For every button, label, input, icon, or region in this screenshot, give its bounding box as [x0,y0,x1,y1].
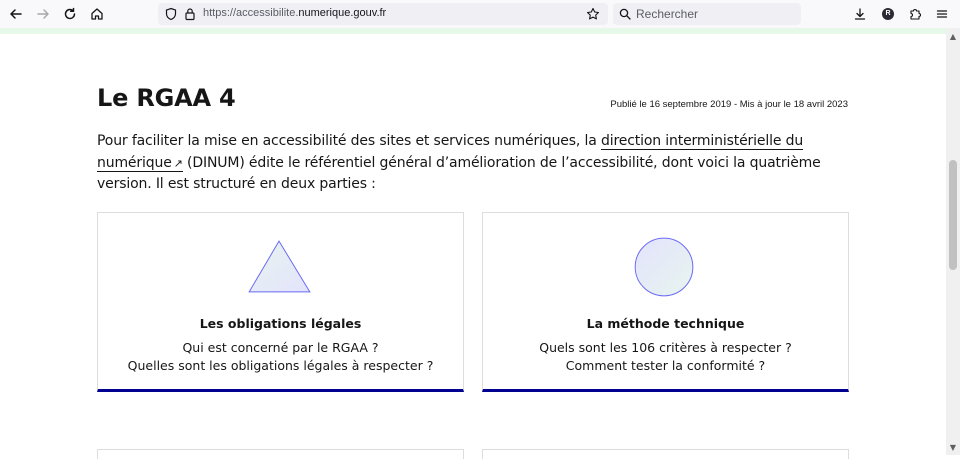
reload-icon [63,7,77,21]
card-legal-obligations[interactable] [97,212,464,392]
puzzle-icon [908,7,922,21]
url-domain: numerique.gouv.fr [298,7,387,19]
card-partial[interactable] [97,449,464,459]
download-icon [853,7,867,21]
forward-button[interactable] [33,4,53,24]
page-title: Le RGAA 4 [97,84,236,112]
circle-icon [483,237,848,297]
search-icon [619,8,631,20]
card-technical-method[interactable] [482,212,849,392]
url-bar[interactable] [158,3,608,25]
card-description-line: Comment tester la conformité ? [565,358,766,373]
reload-button[interactable] [60,4,80,24]
hamburger-icon [935,7,949,21]
avatar: R [882,8,894,20]
url-text[interactable] [203,7,386,19]
downloads-button[interactable] [850,4,870,24]
intro-text-after: (DINUM) édite le référentiel général d’amélioration de l’accessibilité, dont voici la quatrième version. Il est structuré en deux parties : [97,154,821,192]
profile-button[interactable] [878,4,898,24]
scroll-up-icon[interactable]: ▲ [949,32,957,41]
external-link-icon: ↗ [173,156,183,170]
search-placeholder: Rechercher [636,7,699,21]
publication-date: Publié le 16 septembre 2019 - Mis à jour le 18 avril 2023 [610,99,848,110]
arrow-left-icon [9,7,23,21]
card-description-line: Quelles sont les obligations légales à respecter ? [127,358,434,373]
card-title: Les obligations légales [199,316,362,331]
card-title: La méthode technique [586,316,745,331]
card-description-line: Qui est concerné par le RGAA ? [182,340,379,355]
back-button[interactable] [6,4,26,24]
triangle-icon [98,237,463,297]
intro-text-before: Pour faciliter la mise en accessibilité des sites et services numériques, la [97,133,601,149]
dinum-link-label: direction interministérielle du numérique [97,133,804,171]
scroll-thumb[interactable] [949,160,957,270]
home-button[interactable] [87,4,107,24]
lock-icon[interactable] [184,7,196,21]
browser-toolbar [0,0,960,28]
search-bar[interactable] [613,3,801,25]
card-partial[interactable] [482,449,849,459]
home-icon [90,7,104,21]
url-prefix: https://accessibilite. [203,7,299,19]
bookmark-star-icon[interactable] [586,7,600,21]
page-scrollbar[interactable] [946,28,960,455]
scroll-down-icon[interactable]: ▼ [949,443,957,452]
menu-button[interactable] [932,4,952,24]
extensions-button[interactable] [905,4,925,24]
shield-icon[interactable] [164,7,178,21]
intro-paragraph [97,131,852,196]
header-accent-strip [0,28,948,34]
arrow-right-icon [36,7,50,21]
card-description-line: Quels sont les 106 critères à respecter ? [539,340,792,355]
